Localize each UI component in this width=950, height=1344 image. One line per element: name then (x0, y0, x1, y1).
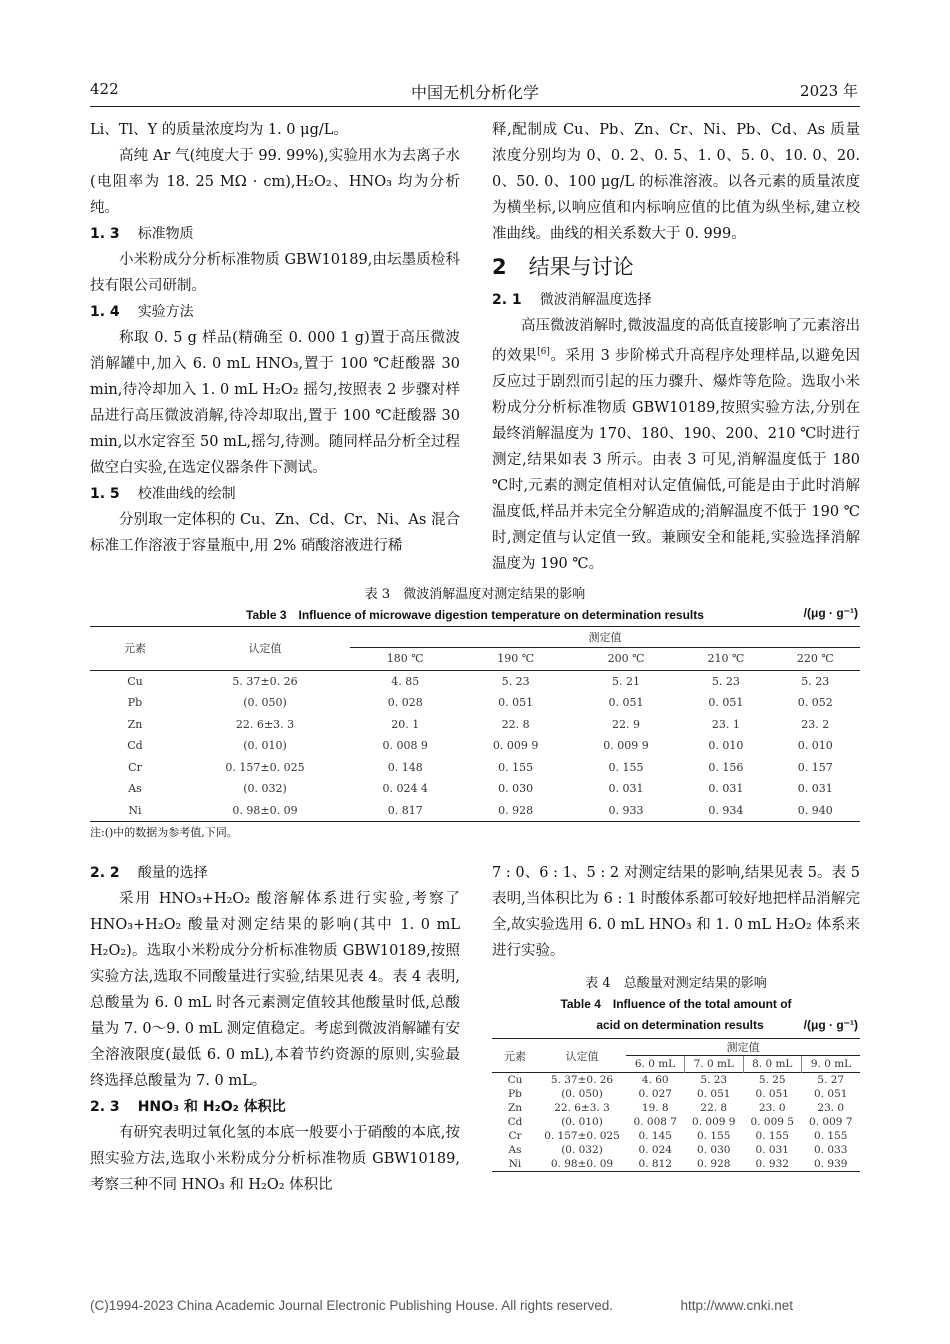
certified-value-cell: 0. 157±0. 025 (225, 760, 305, 774)
element-cell: Cu (127, 674, 143, 688)
table4 (492, 1038, 860, 1172)
measured-value-cell: 0. 155 (755, 1130, 789, 1142)
header-rule (90, 106, 860, 107)
measured-value-cell: 23. 0 (758, 1102, 786, 1114)
measured-value-cell: 0. 817 (387, 803, 423, 817)
table3-header-measured: 测定值 (350, 627, 860, 648)
measured-value-cell: 0. 009 7 (809, 1116, 853, 1128)
measured-value-cell: 0. 008 9 (382, 739, 428, 753)
measured-value-cell: 0. 031 (608, 782, 644, 796)
element-cell: Ni (128, 803, 142, 817)
element-cell: Pb (508, 1088, 522, 1100)
measured-value-cell: 19. 8 (641, 1102, 669, 1114)
section-heading-2 (492, 249, 860, 285)
measured-value-cell: 5. 23 (711, 674, 740, 688)
measured-value-cell: 22. 8 (700, 1102, 728, 1114)
table-row (492, 1073, 860, 1088)
measured-value-cell: 20. 1 (391, 717, 420, 731)
section-number: 2 (492, 255, 507, 279)
table4-volume-header: 9. 0 mL (810, 1058, 852, 1070)
section-number: 1. 3 (90, 226, 120, 242)
table3-header-element: 元素 (90, 627, 180, 671)
certified-value-cell: 0. 98±0. 09 (232, 803, 298, 817)
measured-value-cell: 0. 155 (697, 1130, 731, 1142)
measured-value-cell: 0. 145 (638, 1130, 672, 1142)
section-title: 结果与讨论 (528, 255, 634, 279)
cnki-link[interactable]: http://www.cnki.net (680, 1298, 793, 1313)
measured-value-cell: 0. 934 (708, 803, 744, 817)
section-number: 1. 4 (90, 304, 120, 320)
paragraph: 7 : 0、6 : 1、5 : 2 对测定结果的影响,结果见表 5。表 5 表明,当体积比为 6 : 1 时酸体系都可较好地把样品消解完全,故实验选用 6. 0 mL HNO₃ 和 1. 0 mL H₂O₂ 体系来进行实验。 (492, 865, 860, 959)
measured-value-cell: 0. 812 (638, 1158, 672, 1170)
journal-year: 2023 年 (800, 82, 858, 100)
measured-value-cell: 0. 932 (755, 1158, 789, 1170)
right-column-top (492, 117, 860, 577)
element-cell: Cd (127, 739, 143, 753)
paragraph-text: 。采用 3 步阶梯式升高程序处理样品,以避免因反应过于剧烈而引起的压力骤升、爆炸等危险。选取小米粉成分分析标准物质 GBW10189,按照实验方法,分别在最终消解温度为 170、180、190、200、210 ℃时进行测定,结果如表 3 所示。由表 3 可见,消解温度低于 180 ℃时,元素的测定值相对认定值偏低,可能是由于此时消解温度低,样品并未完全分解造成的;消解温度不低于 190 ℃时,测定值与认定值一致。兼顾安全和能耗,实验选择消解温度为 190 ℃。 (492, 347, 860, 572)
paragraph-text: 高压微波消解时,微波温度的高低直接影响了元素溶出的效果 (492, 318, 860, 364)
certified-value-cell: (0. 032) (561, 1144, 603, 1156)
section-title: HNO₃ 和 H₂O₂ 体积比 (137, 1099, 286, 1115)
table4-volume-header: 8. 0 mL (743, 1056, 802, 1073)
paragraph: 小米粉成分分析标准物质 GBW10189,由坛墨质检科技有限公司研制。 (90, 252, 460, 294)
measured-value-cell: 23. 2 (801, 717, 830, 731)
measured-value-cell: 0. 052 (797, 696, 833, 710)
certified-value-cell: 22. 6±3. 3 (235, 717, 295, 731)
measured-value-cell: 0. 009 5 (750, 1116, 794, 1128)
section-heading-2-2 (90, 860, 460, 886)
section-number: 2. 2 (90, 865, 120, 881)
measured-value-cell: 0. 010 (797, 739, 833, 753)
table3-temp-header: 180 ℃ (386, 652, 424, 666)
measured-value-cell: 0. 030 (697, 1144, 731, 1156)
journal-title: 中国无机分析化学 (410, 83, 539, 102)
measured-value-cell: 23. 0 (817, 1102, 845, 1114)
measured-value-cell: 0. 933 (608, 803, 644, 817)
table3-caption-cn: 表 3 微波消解温度对测定结果的影响 (364, 587, 586, 602)
section-heading-2-3 (90, 1094, 460, 1120)
measured-value-cell: 22. 9 (612, 717, 641, 731)
table4-header-element: 元素 (492, 1039, 538, 1073)
measured-value-cell: 0. 157 (797, 760, 833, 774)
element-cell: Cr (128, 760, 142, 774)
measured-value-cell: 5. 27 (817, 1074, 845, 1086)
element-cell: Pb (127, 696, 143, 710)
table4-header-certified: 认定值 (538, 1039, 626, 1073)
measured-value-cell: 0. 051 (708, 696, 744, 710)
measured-value-cell: 0. 148 (387, 760, 423, 774)
measured-value-cell: 0. 156 (708, 760, 744, 774)
right-column-bottom (492, 860, 860, 964)
table-row (492, 1143, 860, 1157)
table3-unit: /(μg · g⁻¹) (803, 606, 858, 620)
measured-value-cell: 0. 031 (755, 1144, 789, 1156)
left-column-bottom (90, 860, 460, 1198)
measured-value-cell: 0. 009 9 (492, 739, 539, 753)
measured-value-cell: 5. 23 (801, 674, 830, 688)
measured-value-cell: 0. 051 (697, 1088, 731, 1100)
citation[interactable]: [6] (537, 347, 550, 357)
paragraph: 分别取一定体积的 Cu、Zn、Cd、Cr、Ni、As 混合标准工作溶液于容量瓶中,用 2% 硝酸溶液进行稀 (90, 512, 460, 554)
paragraph: 有研究表明过氧化氢的本底一般要小于硝酸的本底,按照实验方法,选取小米粉成分分析标准物质 GBW10189,考察三种不同 HNO₃ 和 H₂O₂ 体积比 (90, 1125, 460, 1193)
section-number: 2. 3 (90, 1099, 120, 1115)
measured-value-cell: 5. 25 (758, 1074, 786, 1086)
table-row (492, 1115, 860, 1129)
table3 (90, 626, 860, 822)
measured-value-cell: 0. 928 (697, 1158, 731, 1170)
measured-value-cell: 0. 155 (498, 760, 534, 774)
section-number: 1. 5 (90, 486, 120, 502)
table-row (90, 692, 860, 714)
measured-value-cell: 0. 028 (387, 696, 423, 710)
table4-volume-header: 7. 0 mL (685, 1056, 744, 1073)
measured-value-cell: 0. 009 9 (692, 1116, 736, 1128)
measured-value-cell: 5. 21 (612, 674, 641, 688)
paragraph: 高纯 Ar 气(纯度大于 99. 99%),实验用水为去离子水(电阻率为 18. 25 MΩ · cm),H₂O₂、HNO₃ 均为分析纯。 (90, 148, 460, 216)
section-heading-1-5 (90, 481, 460, 507)
measured-value-cell: 4. 85 (391, 674, 420, 688)
measured-value-cell: 0. 051 (814, 1088, 848, 1100)
section-title: 校准曲线的绘制 (137, 486, 236, 502)
measured-value-cell: 4. 60 (641, 1074, 669, 1086)
element-cell: Ni (508, 1158, 522, 1170)
certified-value-cell: 22. 6±3. 3 (554, 1102, 610, 1114)
certified-value-cell: (0. 010) (243, 739, 287, 753)
measured-value-cell: 0. 051 (755, 1088, 789, 1100)
measured-value-cell: 0. 031 (708, 782, 744, 796)
table3-header-certified: 认定值 (180, 627, 350, 671)
measured-value-cell: 5. 23 (501, 674, 530, 688)
certified-value-cell: 0. 98±0. 09 (550, 1158, 614, 1170)
table-row (492, 1101, 860, 1115)
certified-value-cell: 0. 157±0. 025 (544, 1130, 620, 1142)
left-column-top (90, 117, 460, 559)
certified-value-cell: (0. 050) (561, 1088, 603, 1100)
table-row (492, 1087, 860, 1101)
measured-value-cell: 0. 155 (608, 760, 644, 774)
table-row (90, 800, 860, 822)
section-title: 标准物质 (137, 226, 194, 242)
certified-value-cell: (0. 010) (561, 1116, 603, 1128)
measured-value-cell: 0. 051 (498, 696, 534, 710)
paragraph: 释,配制成 Cu、Pb、Zn、Cr、Ni、Pb、Cd、As 质量浓度分别均为 0、0. 2、0. 5、1. 0、5. 0、10. 0、20. 0、50. 0、100 μg/L 的标准溶液。以各元素的质量浓度为横坐标,以响应值和内标响应值的比值为纵坐标,建立校准曲线。曲线的相关系数大于 0. 999。 (492, 122, 860, 242)
section-title: 实验方法 (137, 304, 194, 320)
table3-temp-header: 210 ℃ (707, 652, 745, 666)
footer (90, 1298, 793, 1313)
table3-temp-header: 200 ℃ (607, 652, 645, 666)
element-cell: Zn (507, 1102, 523, 1114)
table4-caption-en-2: acid on determination results (596, 1018, 764, 1032)
table3-body (90, 670, 860, 822)
element-cell: Cd (507, 1116, 523, 1128)
table-row (90, 735, 860, 757)
table3-note: 注:()中的数据为参考值,下同。 (90, 826, 238, 839)
table3-temp-header: 190 ℃ (497, 652, 535, 666)
table-row (492, 1129, 860, 1143)
measured-value-cell: 0. 155 (814, 1130, 848, 1142)
table4-caption-cn: 表 4 总酸量对测定结果的影响 (585, 976, 767, 991)
table4-volume-header: 6. 0 mL (626, 1056, 685, 1073)
measured-value-cell: 0. 024 4 (382, 782, 428, 796)
paragraph: Li、Tl、Y 的质量浓度均为 1. 0 μg/L。 (90, 122, 348, 138)
measured-value-cell: 0. 940 (797, 803, 833, 817)
table4-header-measured: 测定值 (626, 1039, 860, 1056)
measured-value-cell: 0. 024 (638, 1144, 672, 1156)
copyright-text: (C)1994-2023 China Academic Journal Electronic Publishing House. All rights reserved. (90, 1298, 614, 1313)
certified-value-cell: 5. 37±0. 26 (232, 674, 298, 688)
measured-value-cell: 22. 8 (501, 717, 530, 731)
element-cell: As (508, 1144, 522, 1156)
table-row (90, 670, 860, 692)
certified-value-cell: 5. 37±0. 26 (550, 1074, 614, 1086)
element-cell: Cr (508, 1130, 522, 1142)
paragraph: 采用 HNO₃+H₂O₂ 酸溶解体系进行实验,考察了 HNO₃+H₂O₂ 酸量对测定结果的影响(其中 1. 0 mL H₂O₂)。选取小米粉成分分析标准物质 GBW10189,按照实验方法,选取不同酸量进行实验,结果见表 4。表 4 表明,总酸量为 6. 0 mL 时各元素测定值较其他酸量时低,总酸量为 7. 0～9. 0 mL 测定值稳定。考虑到微波消解罐有安全溶液限度(最低 6. 0 mL),本着节约资源的原则,实验最终选择总酸量为 7. 0 mL。 (90, 891, 460, 1089)
table4-body (492, 1073, 860, 1172)
measured-value-cell: 5. 23 (700, 1074, 728, 1086)
section-title: 酸量的选择 (137, 865, 208, 881)
element-cell: Zn (127, 717, 143, 731)
section-number: 2. 1 (492, 292, 522, 308)
section-heading-2-1 (492, 287, 860, 313)
measured-value-cell: 23. 1 (711, 717, 740, 731)
paragraph (492, 313, 860, 577)
measured-value-cell: 0. 939 (814, 1158, 848, 1170)
table4-unit: /(μg · g⁻¹) (803, 1018, 858, 1032)
table-row (90, 757, 860, 779)
page-number: 422 (90, 80, 119, 98)
measured-value-cell: 0. 928 (498, 803, 534, 817)
element-cell: Cu (507, 1074, 523, 1086)
table-row (492, 1157, 860, 1172)
measured-value-cell: 0. 027 (638, 1088, 672, 1100)
section-heading-1-3 (90, 221, 460, 247)
table3-caption-en: Table 3 Influence of microwave digestion temperature on determination results (246, 608, 704, 622)
certified-value-cell: (0. 050) (243, 696, 287, 710)
section-heading-1-4 (90, 299, 460, 325)
measured-value-cell: 0. 009 9 (603, 739, 649, 753)
section-title: 微波消解温度选择 (539, 292, 652, 308)
table-row (90, 778, 860, 800)
table3-temp-header: 220 ℃ (796, 652, 834, 666)
certified-value-cell: (0. 032) (243, 782, 287, 796)
table-row (90, 714, 860, 736)
measured-value-cell: 0. 030 (498, 782, 534, 796)
measured-value-cell: 0. 008 7 (633, 1116, 677, 1128)
table4-caption-en-1: Table 4 Influence of the total amount of (560, 997, 792, 1011)
measured-value-cell: 0. 010 (708, 739, 744, 753)
paragraph: 称取 0. 5 g 样品(精确至 0. 000 1 g)置于高压微波消解罐中,加入 6. 0 mL HNO₃,置于 100 ℃赶酸器 30 min,待冷却加入 1. 0 mL H₂O₂ 摇匀,按照表 2 步骤对样品进行高压微波消解,待冷却取出,置于 100 ℃赶酸器 30 min,以水定容至 50 mL,摇匀,待测。随同样品分析全过程做空白实验,在选定仪器条件下测试。 (90, 330, 460, 476)
measured-value-cell: 0. 033 (814, 1144, 848, 1156)
element-cell: As (128, 782, 142, 796)
measured-value-cell: 0. 031 (797, 782, 833, 796)
measured-value-cell: 0. 051 (608, 696, 644, 710)
